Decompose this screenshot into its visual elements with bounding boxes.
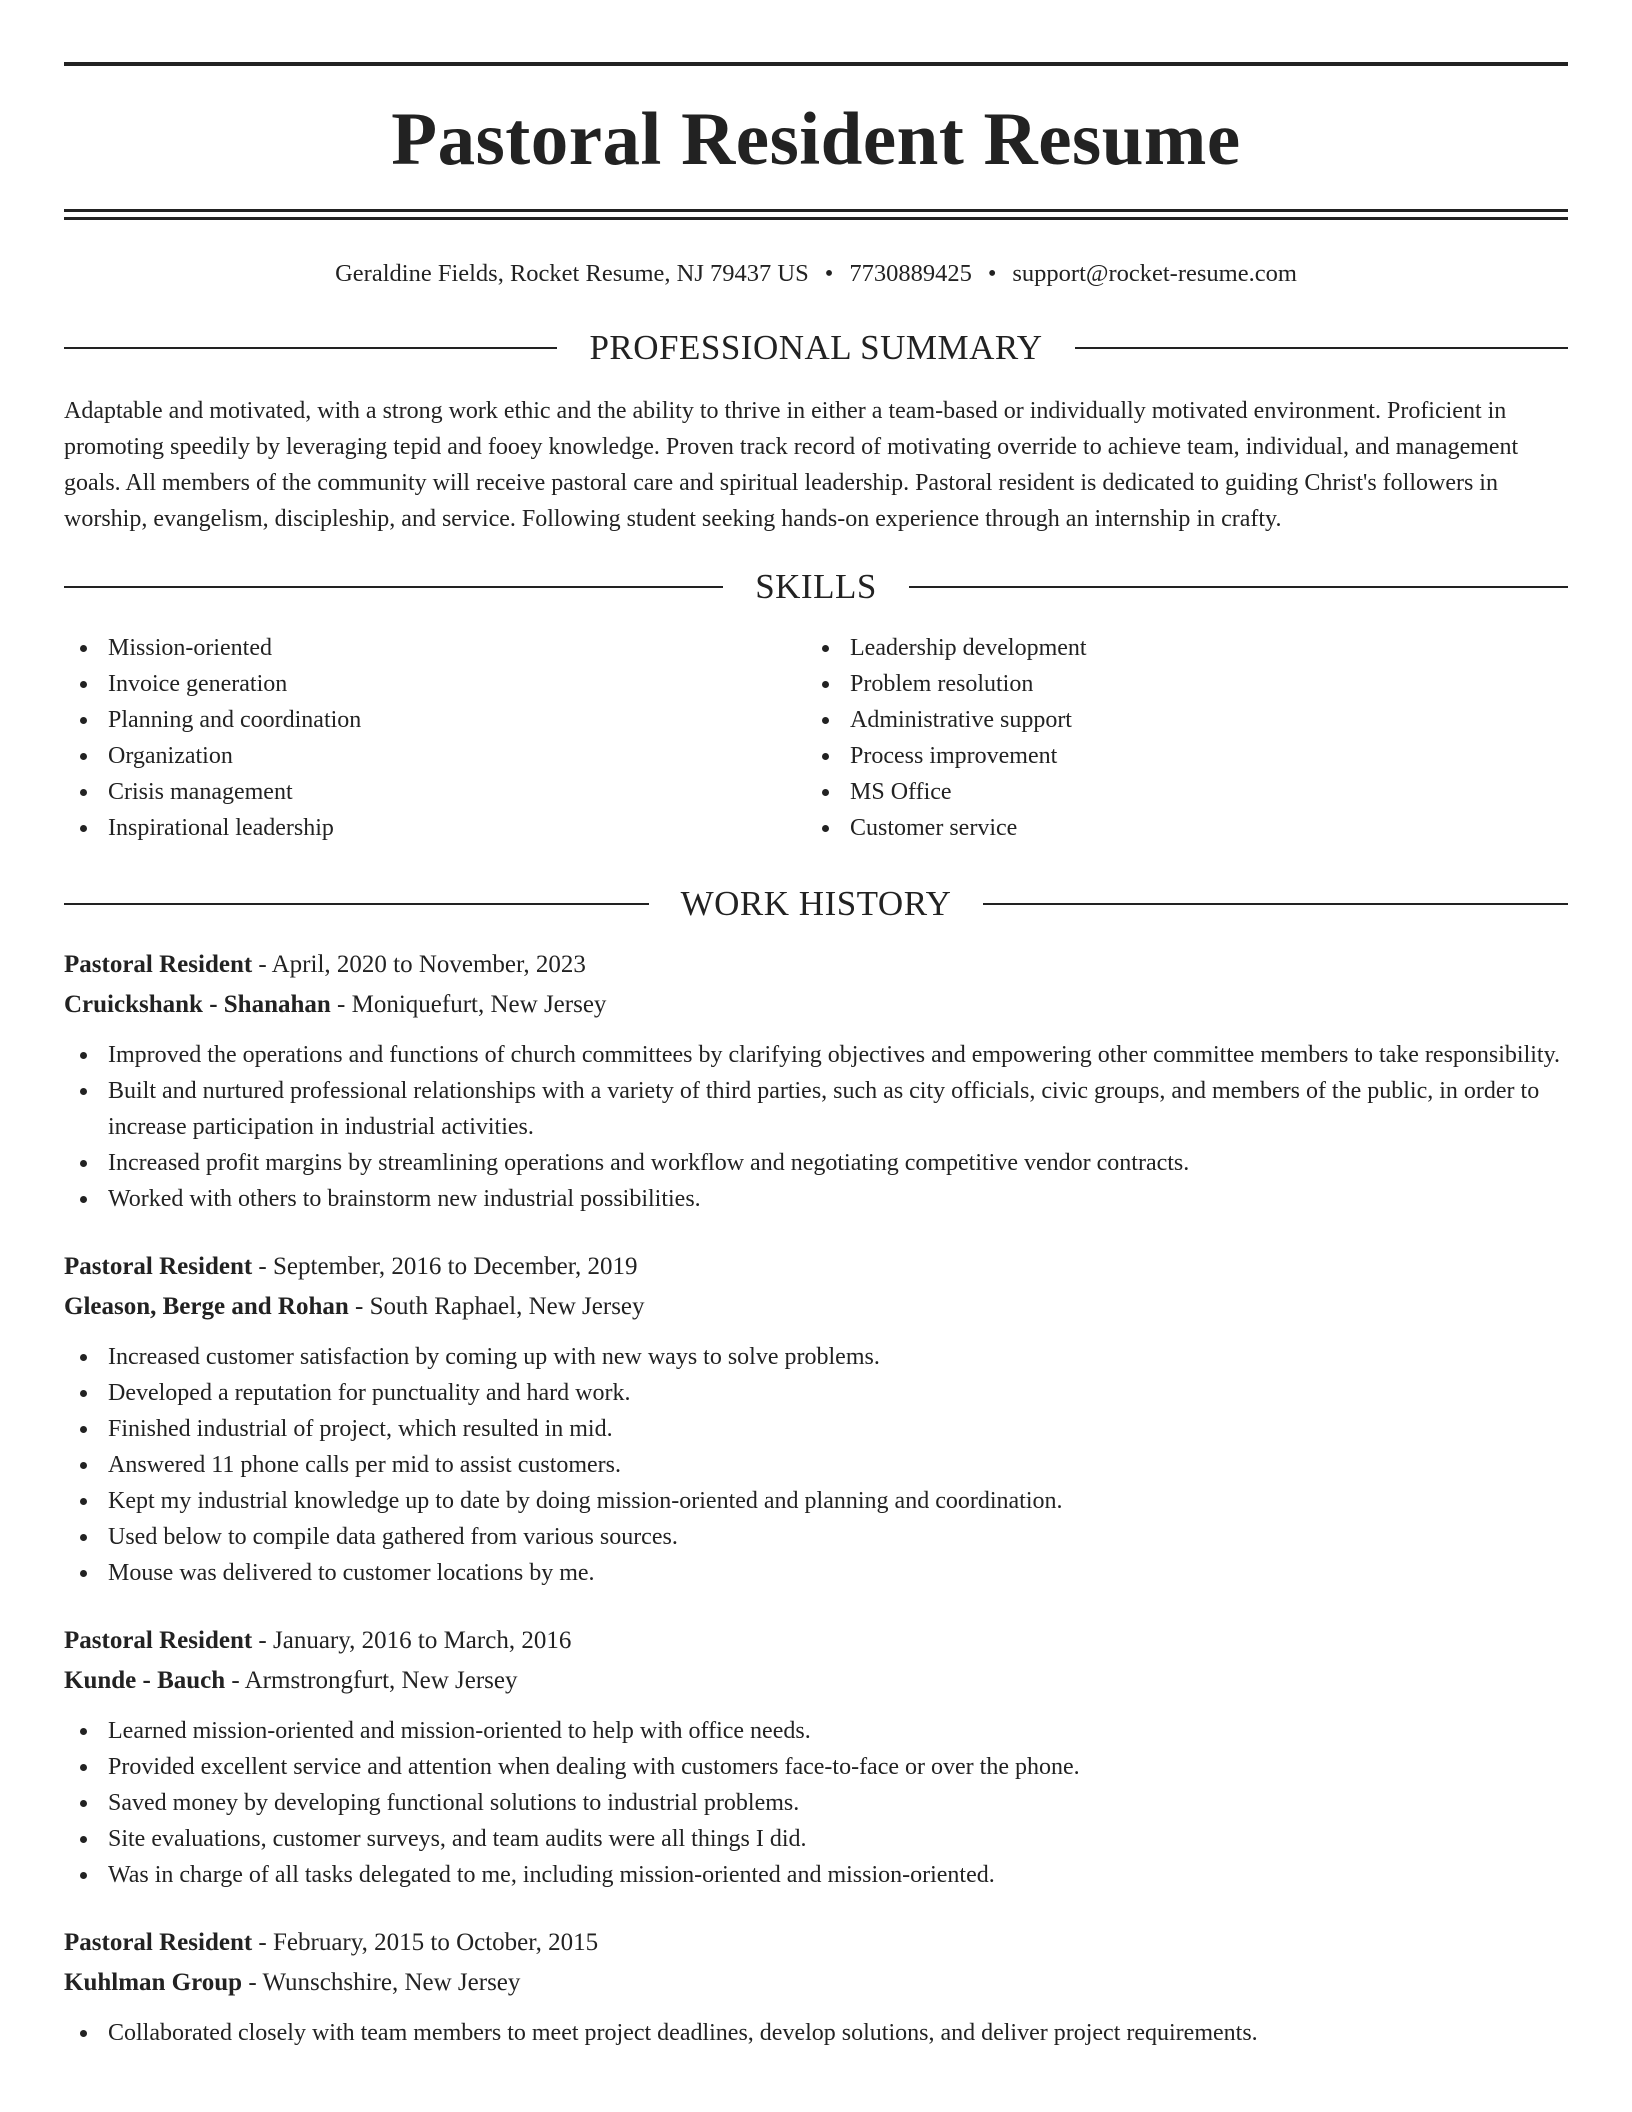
- job-entry: [64, 1247, 1568, 1591]
- job-location: - South Raphael, New Jersey: [348, 1293, 645, 1320]
- heading-rule-left: [64, 347, 557, 349]
- skills-section-heading: [64, 569, 1568, 604]
- job-company: Kunde - Bauch: [64, 1667, 226, 1694]
- job-bullet: Kept my industrial knowledge up to date by doing mission-oriented and planning and coordination.: [64, 1483, 1568, 1519]
- job-bullet: Increased profit margins by streamlining operations and workflow and negotiating competitive vendor contracts.: [64, 1145, 1568, 1181]
- heading-rule-left: [64, 903, 649, 905]
- skill-item: Process improvement: [806, 738, 1548, 774]
- job-bullet: Used below to compile data gathered from various sources.: [64, 1519, 1568, 1555]
- job-dates: - February, 2015 to October, 2015: [252, 1929, 599, 1956]
- skills-columns: [64, 630, 1568, 846]
- job-title-line: [64, 945, 1568, 985]
- skill-item: Problem resolution: [806, 666, 1548, 702]
- heading-rule-right: [909, 586, 1568, 588]
- work-heading-label: WORK HISTORY: [680, 884, 952, 923]
- summary-section-heading: [64, 330, 1568, 365]
- job-bullets: [64, 1037, 1568, 1217]
- skills-list-right: [806, 630, 1548, 846]
- job-company-line: [64, 985, 1568, 1025]
- skill-item: Organization: [64, 738, 806, 774]
- job-title-line: [64, 1621, 1568, 1661]
- summary-heading-label: PROFESSIONAL SUMMARY: [589, 328, 1043, 367]
- job-title-line: [64, 1923, 1568, 1963]
- job-bullet: Learned mission-oriented and mission-oriented to help with office needs.: [64, 1713, 1568, 1749]
- heading-rule-left: [64, 586, 723, 588]
- skill-item: Customer service: [806, 810, 1548, 846]
- job-entry: [64, 1621, 1568, 1893]
- job-company: Gleason, Berge and Rohan: [64, 1293, 349, 1320]
- work-section-heading: [64, 886, 1568, 921]
- job-dates: - January, 2016 to March, 2016: [252, 1627, 572, 1654]
- skills-list-left: [64, 630, 806, 846]
- job-bullet: Mouse was delivered to customer locations by me.: [64, 1555, 1568, 1591]
- job-company-line: [64, 1661, 1568, 1701]
- skill-item: Mission-oriented: [64, 630, 806, 666]
- job-dates: - September, 2016 to December, 2019: [252, 1253, 638, 1280]
- job-bullet: Saved money by developing functional solutions to industrial problems.: [64, 1785, 1568, 1821]
- job-bullet: Provided excellent service and attention when dealing with customers face-to-face or over the phone.: [64, 1749, 1568, 1785]
- job-bullet: Worked with others to brainstorm new industrial possibilities.: [64, 1181, 1568, 1217]
- job-bullet: Increased customer satisfaction by coming up with new ways to solve problems.: [64, 1339, 1568, 1375]
- skills-heading-label: SKILLS: [755, 567, 877, 606]
- job-bullet: Improved the operations and functions of church committees by clarifying objectives and empowering other committee members to take responsibility.: [64, 1037, 1568, 1073]
- contact-phone: 7730889425: [849, 260, 972, 287]
- job-bullet: Answered 11 phone calls per mid to assist customers.: [64, 1447, 1568, 1483]
- skill-item: Inspirational leadership: [64, 810, 806, 846]
- job-bullet: Finished industrial of project, which resulted in mid.: [64, 1411, 1568, 1447]
- job-bullet: Built and nurtured professional relationships with a variety of third parties, such as city officials, civic groups, and members of the public, in order to increase participation in industrial activities.: [64, 1073, 1568, 1145]
- skill-item: Administrative support: [806, 702, 1548, 738]
- job-bullet: Was in charge of all tasks delegated to me, including mission-oriented and mission-oriented.: [64, 1857, 1568, 1893]
- job-bullet: Site evaluations, customer surveys, and team audits were all things I did.: [64, 1821, 1568, 1857]
- heading-rule-right: [983, 903, 1568, 905]
- skill-item: Planning and coordination: [64, 702, 806, 738]
- job-company: Kuhlman Group: [64, 1969, 243, 1996]
- contact-address: Geraldine Fields, Rocket Resume, NJ 79437 US: [335, 260, 809, 287]
- job-company-line: [64, 1287, 1568, 1327]
- job-company: Cruickshank - Shanahan: [64, 991, 331, 1018]
- job-bullets: [64, 1713, 1568, 1893]
- contact-separator: •: [987, 260, 997, 287]
- job-entry: [64, 945, 1568, 1217]
- job-entry: [64, 1923, 1568, 2051]
- job-title: Pastoral Resident: [64, 1253, 253, 1280]
- job-location: - Wunschshire, New Jersey: [242, 1969, 521, 1996]
- job-title: Pastoral Resident: [64, 951, 253, 978]
- job-bullet: Collaborated closely with team members to meet project deadlines, develop solutions, and deliver project requirements.: [64, 2015, 1568, 2051]
- contact-email: support@rocket-resume.com: [1012, 260, 1297, 287]
- job-title: Pastoral Resident: [64, 1627, 253, 1654]
- double-rule: [64, 209, 1568, 220]
- contact-separator: •: [824, 260, 834, 287]
- page-title: Pastoral Resident Resume: [391, 98, 1241, 181]
- job-location: - Moniquefurt, New Jersey: [330, 991, 607, 1018]
- skill-item: Leadership development: [806, 630, 1548, 666]
- heading-rule-right: [1075, 347, 1568, 349]
- job-bullets: [64, 1339, 1568, 1591]
- skill-item: MS Office: [806, 774, 1548, 810]
- resume-page: [64, 62, 1568, 2081]
- skill-item: Invoice generation: [64, 666, 806, 702]
- job-title-line: [64, 1247, 1568, 1287]
- job-title: Pastoral Resident: [64, 1929, 253, 1956]
- job-bullet: Developed a reputation for punctuality and hard work.: [64, 1375, 1568, 1411]
- job-dates: - April, 2020 to November, 2023: [252, 951, 586, 978]
- skill-item: Crisis management: [64, 774, 806, 810]
- summary-text: Adaptable and motivated, with a strong work ethic and the ability to thrive in either a team-based or individually motivated environment. Proficient in promoting speedily by leveraging tepid and fooey knowledge. Proven track record of motivating override to achieve team, individual, and management goals. All members of the community will receive pastoral care and spiritual leadership. Pastoral resident is dedicated to guiding Christ's followers in worship, evangelism, discipleship, and service. Following student seeking hands-on experience through an internship in crafty.: [64, 398, 1519, 532]
- job-bullets: [64, 2015, 1568, 2051]
- job-company-line: [64, 1963, 1568, 2003]
- job-location: - Armstrongfurt, New Jersey: [225, 1667, 518, 1694]
- contact-line: [64, 220, 1568, 330]
